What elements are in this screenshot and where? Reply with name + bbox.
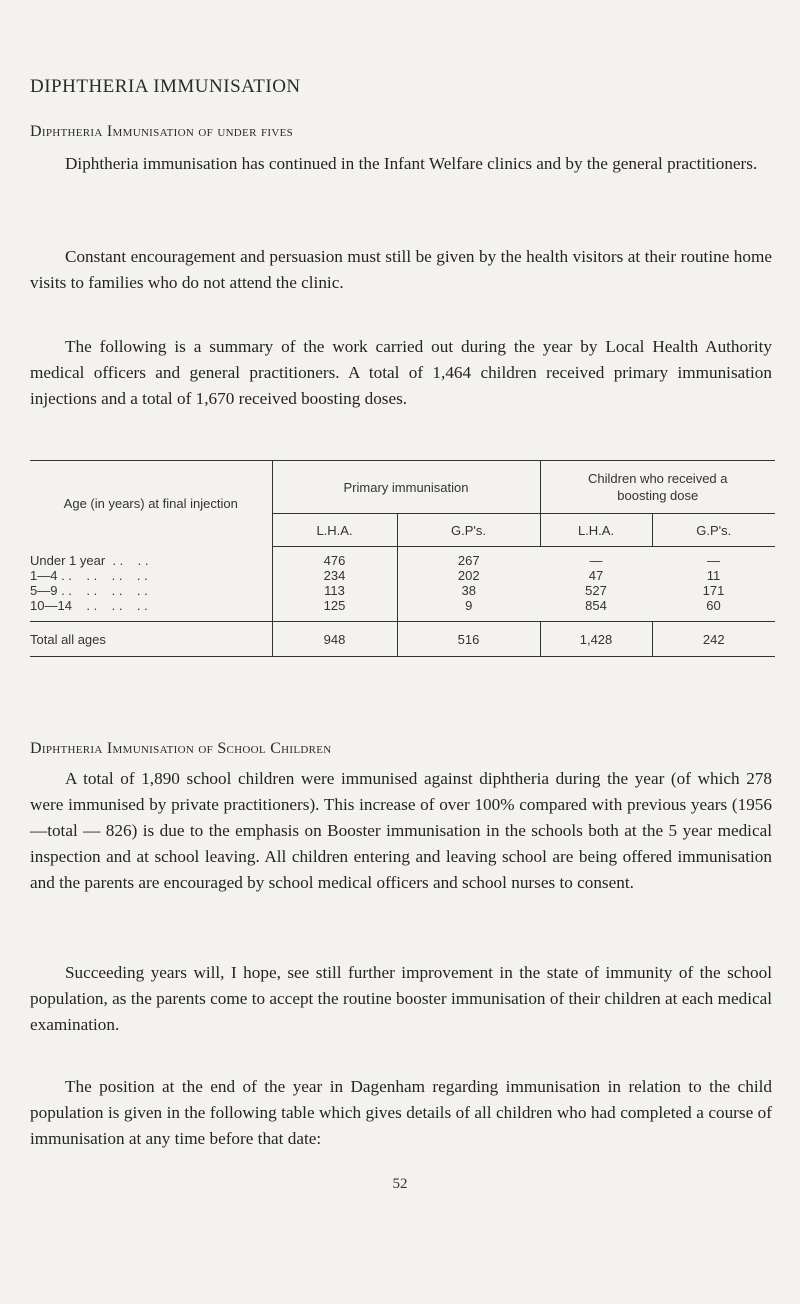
primary-gp-cell: 38 — [397, 583, 540, 598]
total-boost-gp: 242 — [652, 622, 775, 657]
boost-gp-cell: 171 — [702, 583, 725, 598]
total-primary-gp: 516 — [397, 622, 540, 657]
age-cell: 10—14 . . . . . . — [30, 598, 148, 613]
immunisation-table — [30, 460, 775, 657]
boost-lha-cell: 47 — [588, 568, 604, 583]
paragraph-dagenham-position: The position at the end of the year in Dagenham regarding immunisation in relation to the child population is given in the following table which gives details of all children who had completed a course of immunisation at any time before that date: — [30, 1077, 772, 1148]
boost-lha-cell: — — [589, 553, 603, 568]
age-column-header: Age (in years) at final injection — [30, 461, 272, 547]
primary-lha-cell: 476 — [272, 547, 397, 569]
paragraph-intro: Diphtheria immunisation has continued in the Infant Welfare clinics and by the general practitioners. — [65, 154, 758, 173]
page-number: 52 — [392, 1176, 408, 1192]
primary-lha-cell: 113 — [272, 583, 397, 598]
boost-lha-cell: 854 — [585, 598, 607, 613]
table-row — [30, 547, 775, 569]
boosting-dose-header: Children who received a boosting dose — [540, 461, 775, 514]
boost-gp-cell: 60 — [706, 598, 721, 613]
primary-gp-cell: 267 — [397, 547, 540, 569]
table-row — [30, 598, 775, 622]
paragraph-succeeding-years: Succeeding years will, I hope, see still further improvement in the state of immunity of the school population, as the parents come to accept the routine booster immunisation of their children at each medical examination. — [30, 963, 772, 1034]
total-label: Total all ages — [30, 622, 272, 657]
page-heading: DIPHTHERIA IMMUNISATION — [30, 76, 301, 97]
primary-gp-cell: 9 — [397, 598, 540, 622]
section-heading-under-fives: Diphtheria Immunisation of under fives — [30, 123, 294, 140]
boost-gp-cell: 11 — [706, 568, 721, 583]
boost-gp-cell: — — [707, 553, 721, 568]
primary-lha-header: L.H.A. — [272, 514, 397, 547]
paragraph-school-total: A total of 1,890 school children were immunised against diphtheria during the year (of which 278 were immunised by private practitioners). This increase of over 100% compared with previous years (1956—total — 826) is due to the emphasis on Booster immunisation in the schools both at the 5 year medical inspection and at school leaving. All children entering and leaving school are being offered immunisation and the parents are encouraged by school medical officers and school nurses to consent. — [30, 769, 772, 892]
table-row — [30, 583, 775, 598]
primary-lha-cell: 125 — [272, 598, 397, 622]
total-boost-lha: 1,428 — [540, 622, 652, 657]
table-total-row — [30, 622, 775, 657]
section-heading-school-children: Diphtheria Immunisation of School Children — [30, 740, 332, 757]
table-row — [30, 568, 775, 583]
age-cell: 1—4 . . . . . . . . — [30, 568, 148, 583]
paragraph-summary: The following is a summary of the work carried out during the year by Local Health Authority medical officers and general practitioners. A total of 1,464 children received primary immunisation injections and a total of 1,670 received boosting doses. — [30, 337, 772, 408]
primary-lha-cell: 234 — [272, 568, 397, 583]
paragraph-encouragement: Constant encouragement and persuasion must still be given by the health visitors at their routine home visits to families who do not attend the clinic. — [30, 247, 772, 292]
primary-gp-cell: 202 — [397, 568, 540, 583]
total-primary-lha: 948 — [272, 622, 397, 657]
age-cell: 5—9 . . . . . . . . — [30, 583, 148, 598]
age-cell: Under 1 year . . . . — [30, 552, 149, 568]
boost-lha-cell: 527 — [585, 583, 607, 598]
boost-gp-header: G.P's. — [652, 514, 775, 547]
primary-gp-header: G.P's. — [397, 514, 540, 547]
primary-immunisation-header: Primary immunisation — [272, 461, 540, 514]
boost-lha-header: L.H.A. — [540, 514, 652, 547]
